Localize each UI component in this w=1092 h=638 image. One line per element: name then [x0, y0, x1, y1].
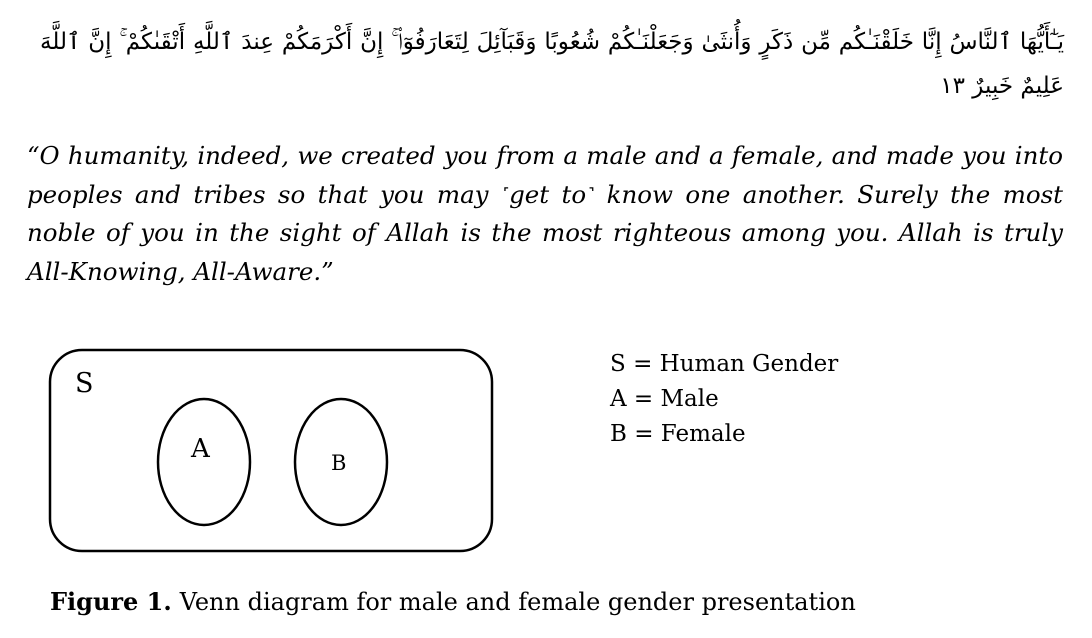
- set-a-label: A: [191, 434, 210, 464]
- legend-item-s: S = Human Gender: [610, 351, 839, 377]
- caption-text: Venn diagram for male and female gender presentation: [179, 588, 856, 616]
- legend-item-a: A = Male: [610, 386, 719, 412]
- diagram-legend: [610, 347, 838, 452]
- legend-item-b: B = Female: [610, 421, 746, 447]
- verse-translation: “O humanity, indeed, we created you from a male and a female, and made you into peoples and tribes so that you may ˹get to˺ know one another. Surely the most noble of you in the sight of Allah is the most righteous among you. Allah is truly All-Knowing, All-Aware.”: [27, 141, 1063, 286]
- universe-label: S: [75, 368, 94, 399]
- figure-caption: [50, 585, 856, 619]
- arabic-verse: يَـٰٓأَيُّهَا ٱلنَّاسُ إِنَّا خَلَقْنَـٰكُم مِّن ذَكَرٍ وَأُنثَىٰ وَجَعَلْنَـٰكُمْ شُعُوبًا وَقَبَآئِلَ لِتَعَارَفُوٓا۟ ۚ إِنَّ أَكْرَمَكُمْ عِندَ ٱللَّهِ أَتْقَىٰكُمْ ۚ إِنَّ ٱللَّهَ عَلِيمٌ خَبِيرٌ ١٣: [40, 29, 1064, 99]
- universe-set-box: [50, 350, 492, 551]
- set-b-label: B: [331, 451, 347, 475]
- caption-label: Figure 1.: [50, 587, 172, 616]
